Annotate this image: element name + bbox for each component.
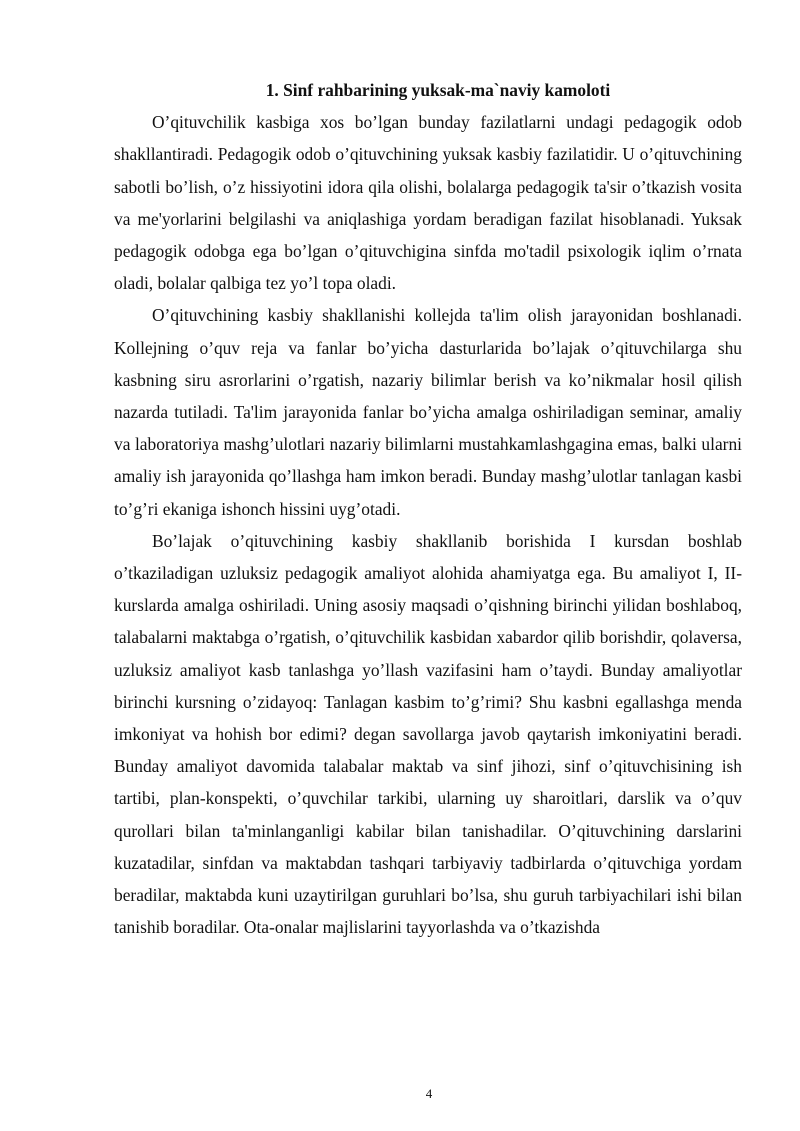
section-heading: 1. Sinf rahbarining yuksak-ma`naviy kamoloti — [265, 80, 611, 100]
paragraph-1: O’qituvchilik kasbiga xos bo’lgan bunday fazilatlarni undagi pedagogik odob shakllantiradi. Pedagogik odob o’qituvchining yuksak kasbiy fazilatidir. U o’qituvchining sabotli bo’lish, o’z hissiyotini idora qila olishi, bolalarga pedagogik ta'sir o’tkazish vosita va me'yorlarini belgilashi va aniqlashiga yordam beradigan fazilat hisoblanadi. Yuksak pedagogik odobga ega bo’lgan o’qituvchigina sinfda mo'tadil psixologik iqlim o’rnata oladi, bolalar qalbiga tez yo’l topa oladi. — [114, 112, 742, 294]
page-number: 4 — [425, 1086, 433, 1101]
paragraph-2: O’qituvchining kasbiy shakllanishi kollejda ta'lim olish jarayonidan boshlanadi. Kollejning o’quv reja va fanlar bo’yicha dasturlarida bo’lajak o’qituvchilarga shu kasbning siru asrorlarini o’rgatish, nazariy bilimlar berish va ko’nikmalar hosil qilish nazarda tutiladi. Ta'lim jarayonida fanlar bo’yicha amalga oshiriladigan seminar, amaliy va laboratoriya mashg’ulotlari nazariy bilimlarni mustahkamlashgagina emas, balki ularni amaliy ish jarayonida qo’llashga ham imkon beradi. Bunday mashg’ulotlar tanlagan kasbi to’g’ri ekaniga ishonch hissini uyg’otadi. — [114, 305, 742, 519]
paragraph-3: Bo’lajak o’qituvchining kasbiy shakllanib borishida I kursdan boshlab o’tkaziladigan uzluksiz pedagogik amaliyot alohida ahamiyatga ega. Bu amaliyot I, II-kurslarda amalga oshiriladi. Uning asosiy maqsadi o’qishning birinchi yilidan boshlaboq, talabalarni maktabga o’rgatish, o’qituvchilik kasbidan xabardor qilib borishdir, qolaversa, uzluksiz amaliyot kasb tanlashga yo’llash vazifasini ham o’taydi. Bunday amaliyotlar birinchi kursning o’zidayoq: Tanlagan kasbim to’g’rimi? Shu kasbni egallashga menda imkoniyat va hohish bor edimi? degan savollarga javob qaytarish imkoniyatini beradi. Bunday amaliyot davomida talabalar maktab va sinf jihozi, sinf o’qituvchisining ish tartibi, plan-konspekti, o’quvchilar tarkibi, ularning uy sharoitlari, darslik va o’quv qurollari bilan ta'minlanganligi kabilar bilan tanishadilar. O’qituvchining darslarini kuzatadilar, sinfdan va maktabdan tashqari tarbiyaviy tadbirlarda o’qituvchiga yordam beradilar, maktabda kuni uzaytirilgan guruhlari bo’lsa, shu guruh tarbiyachilari ishi bilan tanishib boradilar. Ota-onalar majlislarini tayyorlashda va o’tkazishda — [114, 530, 742, 938]
page-content — [114, 74, 742, 943]
